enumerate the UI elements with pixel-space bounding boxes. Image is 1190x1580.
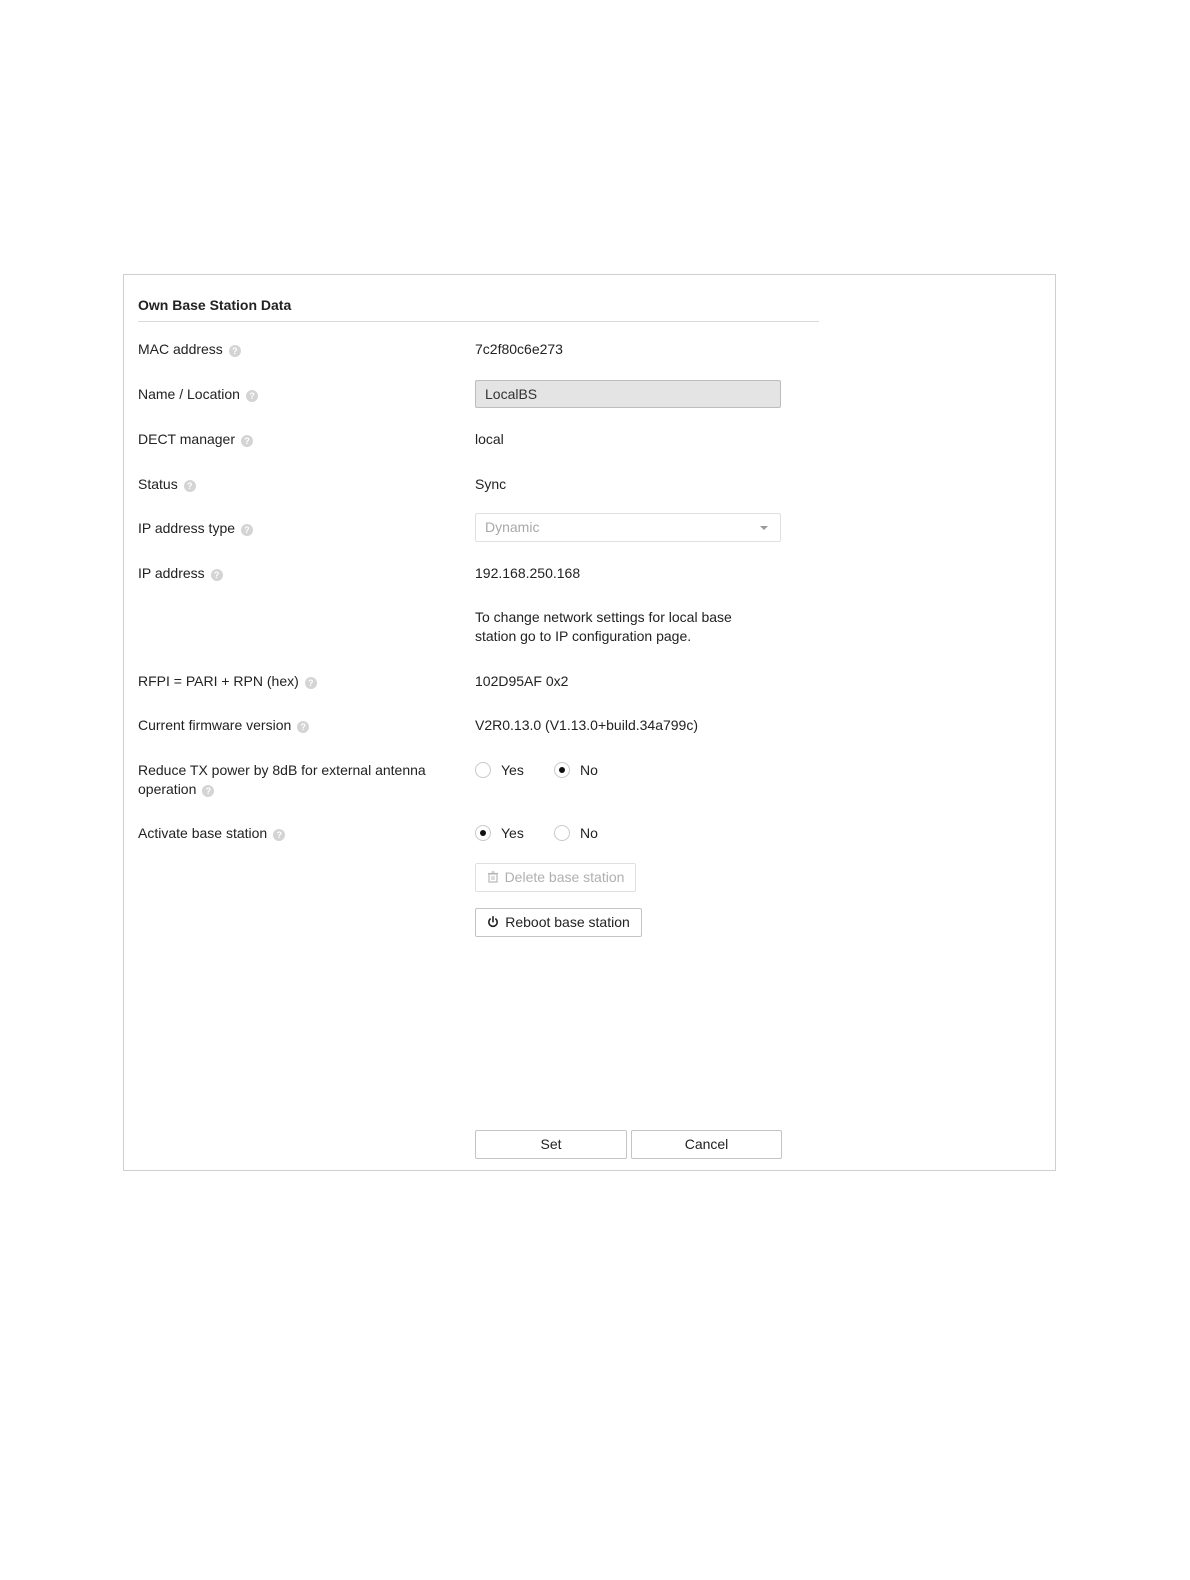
activate-no-radio[interactable] bbox=[554, 825, 570, 841]
firmware-version-value: V2R0.13.0 (V1.13.0+build.34a799c) bbox=[475, 717, 698, 733]
set-button[interactable]: Set bbox=[475, 1130, 627, 1159]
reboot-base-station-button[interactable] bbox=[475, 908, 642, 937]
dect-manager-label: DECT manager ? bbox=[138, 430, 448, 449]
network-settings-note: To change network settings for local base station go to IP configuration page. bbox=[475, 609, 732, 644]
ip-address-value: 192.168.250.168 bbox=[475, 565, 581, 581]
ip-address-type-select[interactable] bbox=[475, 513, 781, 542]
help-icon[interactable]: ? bbox=[297, 721, 309, 733]
activate-no-label: No bbox=[580, 825, 598, 841]
reduce-tx-no-label: No bbox=[580, 762, 598, 778]
help-icon[interactable]: ? bbox=[246, 390, 258, 402]
delete-base-station-button[interactable] bbox=[475, 863, 636, 892]
reduce-tx-yes-radio[interactable] bbox=[475, 762, 491, 778]
help-icon[interactable]: ? bbox=[184, 480, 196, 492]
activate-yes-radio[interactable] bbox=[475, 825, 491, 841]
reduce-tx-yes-label: Yes bbox=[501, 762, 524, 778]
help-icon[interactable]: ? bbox=[241, 524, 253, 536]
status-value: Sync bbox=[475, 476, 507, 492]
name-location-label: Name / Location ? bbox=[138, 385, 448, 404]
help-icon[interactable]: ? bbox=[211, 569, 223, 581]
delete-base-station-label: Delete base station bbox=[504, 869, 625, 885]
ip-address-type-value: Dynamic bbox=[485, 519, 540, 535]
ip-address-label: IP address ? bbox=[138, 564, 448, 583]
trash-icon bbox=[487, 871, 499, 883]
firmware-version-label: Current firmware version ? bbox=[138, 716, 448, 735]
section-divider bbox=[138, 321, 819, 322]
ip-address-type-label: IP address type ? bbox=[138, 519, 448, 538]
rfpi-label: RFPI = PARI + RPN (hex) ? bbox=[138, 672, 448, 691]
mac-address-value: 7c2f80c6e273 bbox=[475, 341, 563, 357]
base-station-panel bbox=[123, 274, 1056, 1171]
reboot-base-station-label: Reboot base station bbox=[505, 914, 630, 930]
cancel-button[interactable]: Cancel bbox=[631, 1130, 782, 1159]
help-icon[interactable]: ? bbox=[229, 345, 241, 357]
rfpi-value: 102D95AF 0x2 bbox=[475, 673, 569, 689]
status-label: Status ? bbox=[138, 475, 448, 494]
reduce-tx-no-radio[interactable] bbox=[554, 762, 570, 778]
help-icon[interactable]: ? bbox=[305, 677, 317, 689]
name-location-input[interactable] bbox=[475, 380, 781, 408]
section-title: Own Base Station Data bbox=[138, 297, 292, 313]
help-icon[interactable]: ? bbox=[241, 435, 253, 447]
reduce-tx-power-label: Reduce TX power by 8dB for external antenna operation ? bbox=[138, 762, 426, 797]
activate-yes-label: Yes bbox=[501, 825, 524, 841]
power-icon bbox=[487, 916, 499, 928]
help-icon[interactable]: ? bbox=[273, 829, 285, 841]
dect-manager-value: local bbox=[475, 431, 504, 447]
caret-down-icon bbox=[760, 526, 768, 530]
help-icon[interactable]: ? bbox=[202, 785, 214, 797]
mac-address-label: MAC address ? bbox=[138, 340, 448, 359]
activate-base-station-label: Activate base station ? bbox=[138, 824, 448, 843]
